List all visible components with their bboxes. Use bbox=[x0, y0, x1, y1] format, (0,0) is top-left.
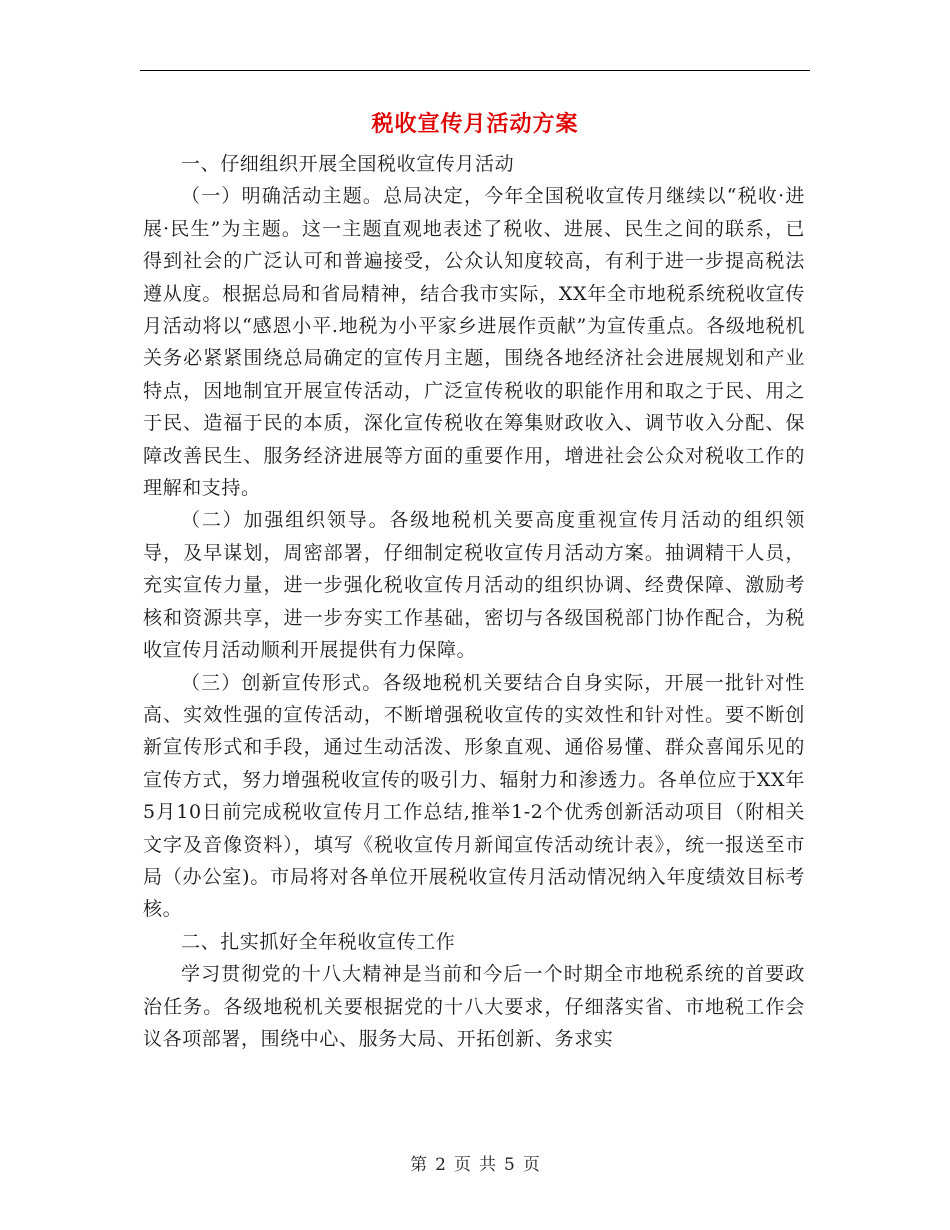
document-title: 税收宣传月活动方案 bbox=[371, 111, 579, 137]
footer-current-page: 2 bbox=[435, 1155, 446, 1175]
document-body bbox=[143, 148, 805, 1055]
page-footer bbox=[0, 1153, 950, 1177]
paragraph-theme: （一）明确活动主题。总局决定，今年全国税收宣传月继续以“税收·进展·民生”为主题。这一主题直观地表述了税收、进展、民生之间的联系，已得到社会的广泛认可和普遍接受，公众认知度较高，有利于进一步提高税法遵从度。根据总局和省局精神，结合我市实际，XX年全市地税系统税收宣传月活动将以“感恩小平.地税为小平家乡进展作贡献”为宣传重点。各级地税机关务必紧紧围绕总局确定的宣传月主题，围绕各地经济社会进展规划和产业特点，因地制宜开展宣传活动，广泛宣传税收的职能作用和取之于民、用之于民、造福于民的本质，深化宣传税收在筹集财政收入、调节收入分配、保障改善民生、服务经济进展等方面的重要作用，增进社会公众对税收工作的理解和支持。 bbox=[143, 185, 805, 500]
section-heading-2: 二、扎实抓好全年税收宣传工作 bbox=[181, 930, 456, 953]
paragraph-leadership: （二）加强组织领导。各级地税机关要高度重视宣传月活动的组织领导，及早谋划，周密部署，仔细制定税收宣传月活动方案。抽调精干人员，充实宣传力量，进一步强化税收宣传月活动的组织协调、经费保障、激励考核和资源共享，进一步夯实工作基础，密切与各级国税部门协作配合，为税收宣传月活动顺利开展提供有力保障。 bbox=[143, 509, 805, 662]
paragraph-annual-work: 学习贯彻党的十八大精神是当前和今后一个时期全市地税系统的首要政治任务。各级地税机关要根据党的十八大要求，仔细落实省、市地税工作会议各项部署，围绕中心、服务大局、开拓创新、务求实 bbox=[143, 963, 805, 1050]
section-heading-1: 一、仔细组织开展全国税收宣传月活动 bbox=[181, 153, 515, 175]
paragraph-innovation: （三）创新宣传形式。各级地税机关要结合自身实际，开展一批针对性高、实效性强的宣传活动，不断增强税收宣传的实效性和针对性。要不断创新宣传形式和手段，通过生动活泼、形象直观、通俗易懂、群众喜闻乐见的宣传方式，努力增强税收宣传的吸引力、辐射力和渗透力。各单位应于XX年5月10日前完成税收宣传月工作总结,推举1-2个优秀创新活动项目（附相关文字及音像资料），填写《税收宣传月新闻宣传活动统计表》，统一报送至市局（办公室)。市局将对各单位开展税收宣传月活动情况纳入年度绩效目标考核。 bbox=[143, 671, 805, 921]
footer-label-page-unit: 页 bbox=[454, 1155, 471, 1175]
footer-label-page: 第 bbox=[410, 1155, 428, 1175]
footer-label-total-unit: 页 bbox=[522, 1155, 540, 1175]
footer-label-total: 共 bbox=[479, 1155, 496, 1175]
footer-total-pages: 5 bbox=[504, 1155, 515, 1175]
header-rule bbox=[140, 70, 810, 71]
